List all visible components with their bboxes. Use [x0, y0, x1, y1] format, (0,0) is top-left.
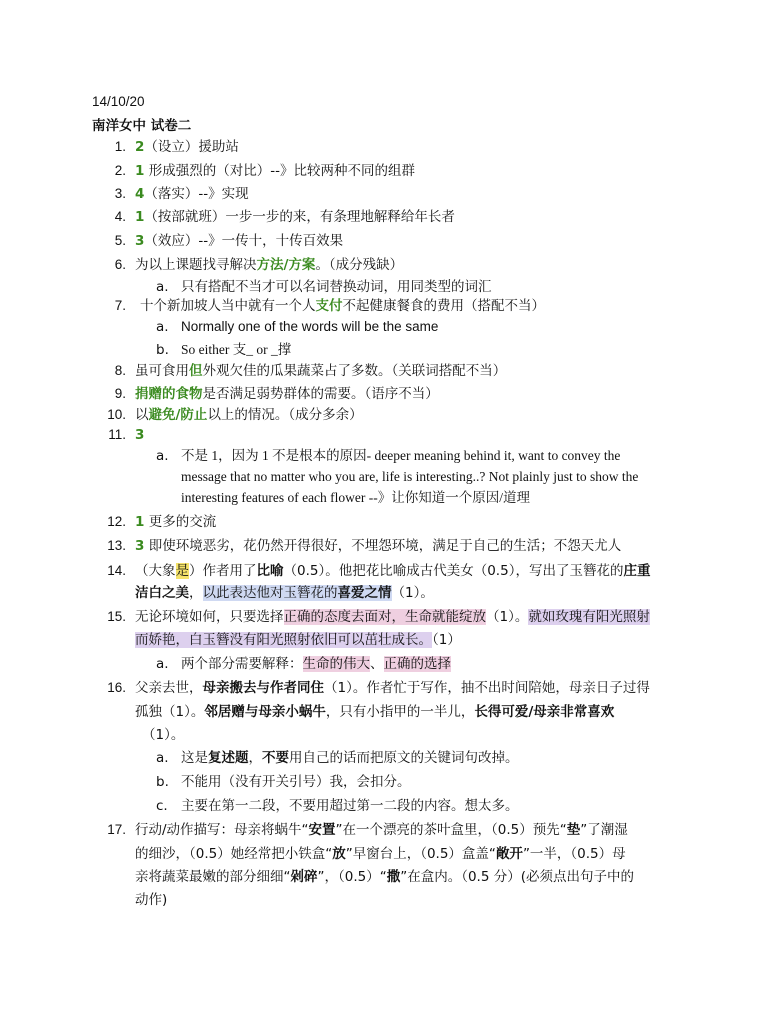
sub-item: interesting features of each flower --》让你知道一个原因/道理	[181, 490, 531, 505]
list-number: 12.	[107, 514, 126, 529]
sub-label: b.	[156, 774, 169, 790]
list-number: 11.	[108, 427, 126, 442]
sub-item: Normally one of the words will be the same	[181, 319, 439, 334]
list-number: 9.	[114, 386, 126, 401]
list-item-cont: 洁白之美，以此表达他对玉簪花的喜爱之情（1）。	[135, 585, 434, 601]
sub-item: 主要在第一二段，不要用超过第一二段的内容。想太多。	[181, 798, 519, 814]
list-number: 17.	[107, 822, 126, 837]
list-item: 2（设立）援助站	[135, 139, 239, 155]
list-number: 15.	[107, 609, 126, 624]
list-item-cont: 而娇艳，白玉簪没有阳光照射依旧可以茁壮成长。（1）	[135, 632, 461, 648]
sub-label: c.	[156, 798, 168, 814]
list-item: 1 更多的交流	[135, 514, 217, 530]
sub-item: message that no matter who you are, life is interesting..? Not plainly just to show the	[181, 469, 639, 484]
list-number: 16.	[107, 680, 126, 695]
list-item-cont: 的细沙，（0.5）她经常把小铁盒“放”早窗台上，（0.5）盒盖“敞开”一半，（0.5）母	[135, 846, 626, 862]
list-item: 捐赠的食物是否满足弱势群体的需要。（语序不当）	[135, 386, 439, 402]
list-item-cont: 孤独（1）。邻居赠与母亲小蜗牛，只有小指甲的一半儿，长得可爱/母亲非常喜欢	[135, 704, 615, 720]
list-item: 3 即使环境恶劣，花仍然开得很好，不埋怨环境，满足于自己的生活；不怨天尤人	[135, 538, 622, 554]
date: 14/10/20	[92, 94, 145, 109]
list-item: 1（按部就班）一步一步的来，有条理地解释给年长者	[135, 209, 455, 225]
sub-label: b.	[156, 342, 169, 358]
sub-label: a.	[156, 448, 169, 464]
list-item: 行动/动作描写：母亲将蜗牛“安置”在一个漂亮的茶叶盒里，（0.5）预先“垫”了潮湿	[135, 822, 628, 838]
list-item: 为以上课题找寻解决方法/方案。（成分残缺）	[135, 257, 404, 273]
list-number: 1.	[114, 139, 126, 154]
list-item-cont: 亲将蔬菜最嫩的部分细细“剁碎”，（0.5）“撒”在盒内。（0.5 分）(必须点出句子中的	[135, 869, 634, 885]
sub-label: a.	[156, 279, 169, 295]
sub-item: 只有搭配不当才可以名词替换动词，用同类型的词汇	[181, 279, 492, 295]
sub-label: a.	[156, 750, 169, 766]
list-item: 父亲去世，母亲搬去与作者同住（1）。作者忙于写作，抽不出时间陪她，母亲日子过得	[135, 680, 650, 696]
list-item: 十个新加坡人当中就有一个人支付不起健康餐食的费用（搭配不当）	[140, 298, 545, 314]
list-item: 以避免/防止以上的情况。（成分多余）	[135, 407, 363, 423]
list-item: 无论环境如何，只要选择正确的态度去面对，生命就能绽放（1）。就如玫瑰有阳光照射	[135, 609, 650, 625]
sub-item: 不是 1，因为 1 不是根本的原因- deeper meaning behind it, want to convey the	[181, 448, 621, 463]
sub-label: a.	[156, 656, 169, 672]
list-item-cont: （1）。	[142, 727, 185, 743]
list-number: 6.	[114, 257, 126, 272]
list-item-cont: 动作)	[135, 892, 168, 908]
sub-item: 这是复述题，不要用自己的话而把原文的关键词句改掉。	[181, 750, 519, 766]
sub-item: 不能用（没有开关引号）我，会扣分。	[181, 774, 411, 790]
page-title: 南洋女中 试卷二	[92, 118, 192, 134]
sub-label: a.	[156, 319, 169, 335]
list-number: 2.	[114, 163, 126, 178]
list-number: 13.	[107, 538, 126, 553]
sub-item: 两个部分需要解释：生命的伟大、正确的选择	[181, 656, 451, 672]
sub-item: So either 支_ or _撑	[181, 342, 292, 357]
list-number: 14.	[107, 563, 126, 578]
list-number: 8.	[114, 363, 126, 378]
list-item: 1 形成强烈的（对比）--》比较两种不同的组群	[135, 163, 415, 179]
list-item: 3	[135, 427, 145, 443]
list-item: （大象是）作者用了比喻（0.5）。他把花比喻成古代美女（0.5），写出了玉簪花的庄重	[135, 563, 651, 579]
list-number: 5.	[114, 233, 126, 248]
list-item: 虽可食用但外观欠佳的瓜果蔬菜占了多数。（关联词搭配不当）	[135, 363, 507, 379]
list-number: 7.	[114, 298, 126, 313]
list-number: 4.	[114, 209, 126, 224]
list-item: 4（落实）--》实现	[135, 186, 249, 202]
list-item: 3（效应）--》一传十，十传百效果	[135, 233, 344, 249]
list-number: 3.	[114, 186, 126, 201]
list-number: 10.	[107, 407, 126, 422]
